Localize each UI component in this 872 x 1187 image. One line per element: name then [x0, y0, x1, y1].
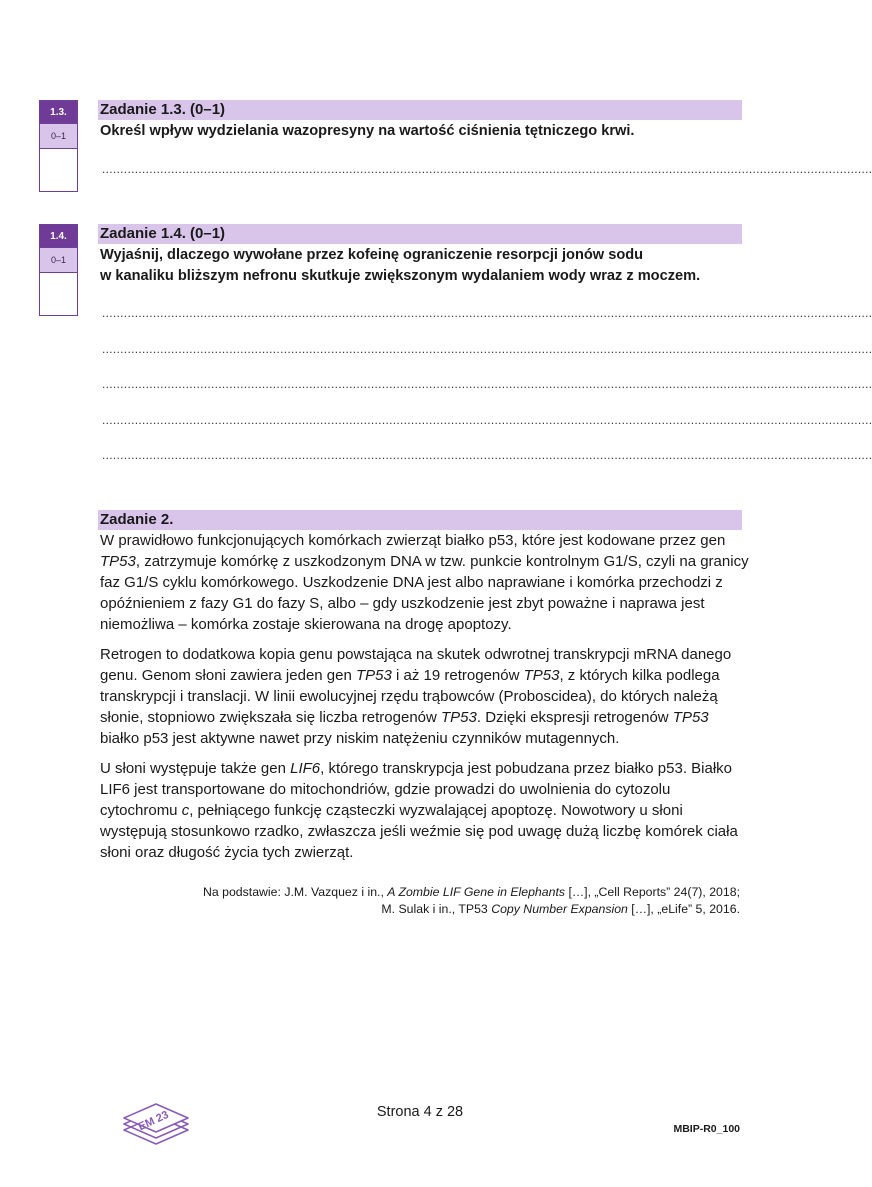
paragraph: W prawidłowo funkcjonujących komórkach zwierząt białko p53, które jest kodowane przez gen TP53, zatrzymuje komórkę z uszkodzonym DNA w tzw. punkcie kontrolnym G1/S, czyli na granicy faz G1/S cyklu komórkowego. Uszkodzenie DNA jest albo naprawiane i komórka przechodzi z opóźnieniem z fazy G1 do fazy S, albo – gdy uszkodzenie jest zbyt poważne i naprawa jest niemożliwa – komórka zostaje skierowana na drogę apoptozy. — [100, 532, 749, 633]
task-1-3-heading: Zadanie 1.3. (0–1) — [98, 100, 742, 120]
answer-line[interactable]: .................................................................................................................................................................................................................... — [102, 448, 872, 462]
score-box-1-3 — [39, 100, 78, 192]
task-1-4-prompt-line1: Wyjaśnij, dlaczego wywołane przez kofeinę ograniczenie resorpcji jonów sodu — [100, 247, 644, 263]
gene-name: TP53 — [100, 553, 136, 570]
task-1-4-prompt-line2: w kanaliku bliższym nefronu skutkuje zwiększonym wydalaniem wody wraz z moczem. — [100, 268, 701, 284]
score-box-1-4 — [39, 224, 78, 316]
paragraph: Retrogen to dodatkowa kopia genu powstająca na skutek odwrotnej transkrypcji mRNA danego genu. Genom słoni zawiera jeden gen TP53 i aż 19 retrogenów TP53, z których kilka podlega transkrypcji i translacji. W linii ewolucyjnej rzędu trąbowców (Proboscidea), do których należą słonie, stopniowo zwiększała się liczba retrogenów TP53. Dzięki ekspresji retrogenów TP53 białko p53 jest aktywne nawet przy niskim natężeniu czynników mutagennych. — [100, 646, 732, 747]
gene-name: LIF6 — [290, 760, 321, 777]
paragraph: U słoni występuje także gen LIF6, którego transkrypcja jest pobudzana przez białko p53. Białko LIF6 jest transportowane do mitochondriów, gdzie prowadzi do uwolnienia do cytozolu cytochromu c, pełniącego funkcję cząsteczki wyzwalającej apoptozę. Nowotwory u słoni występują stosunkowo rzadko, zwłaszcza jeśli weźmie się pod uwagę dużą liczbę komórek ciała słoni oraz długość życia tych zwierząt. — [100, 760, 738, 861]
exam-code: MBIP-R0_100 — [673, 1123, 740, 1135]
task-1-4-heading: Zadanie 1.4. (0–1) — [98, 224, 742, 244]
citation-line-1: Na podstawie: J.M. Vazquez i in., A Zombie LIF Gene in Elephants […], „Cell Reports” 24(7), 2018; — [202, 885, 740, 899]
citation-line-2: M. Sulak i in., TP53 Copy Number Expansion […], „eLife” 5, 2016. — [381, 902, 740, 916]
page-number: Strona 4 z 28 — [376, 1104, 464, 1120]
gene-name: TP53 — [356, 667, 392, 684]
points-badge: 0–1 — [40, 123, 77, 149]
answer-line[interactable]: .................................................................................................................................................................................................................... — [102, 413, 872, 427]
answer-line[interactable]: .................................................................................................................................................................................................................... — [102, 377, 872, 391]
task-2-text — [100, 530, 750, 872]
task-number-badge: 1.4. — [40, 225, 77, 247]
answer-line[interactable]: .................................................................................................................................................................................................................... — [102, 306, 872, 320]
points-badge: 0–1 — [40, 247, 77, 273]
gene-name: TP53 — [672, 709, 709, 726]
source-citation — [140, 884, 740, 918]
task-number-badge: 1.3. — [40, 101, 77, 123]
gene-name: TP53 — [523, 667, 560, 684]
svg-text:EM 23: EM 23 — [136, 1108, 171, 1134]
task-1-3-prompt: Określ wpływ wydzielania wazopresyny na wartość ciśnienia tętniczego krwi. — [100, 123, 635, 139]
gene-name: TP53 — [441, 709, 477, 726]
answer-line[interactable]: .................................................................................................................................................................................................................... — [102, 342, 872, 356]
task-2-heading: Zadanie 2. — [98, 510, 742, 530]
answer-line[interactable]: .................................................................................................................................................................................................................... — [102, 162, 872, 176]
